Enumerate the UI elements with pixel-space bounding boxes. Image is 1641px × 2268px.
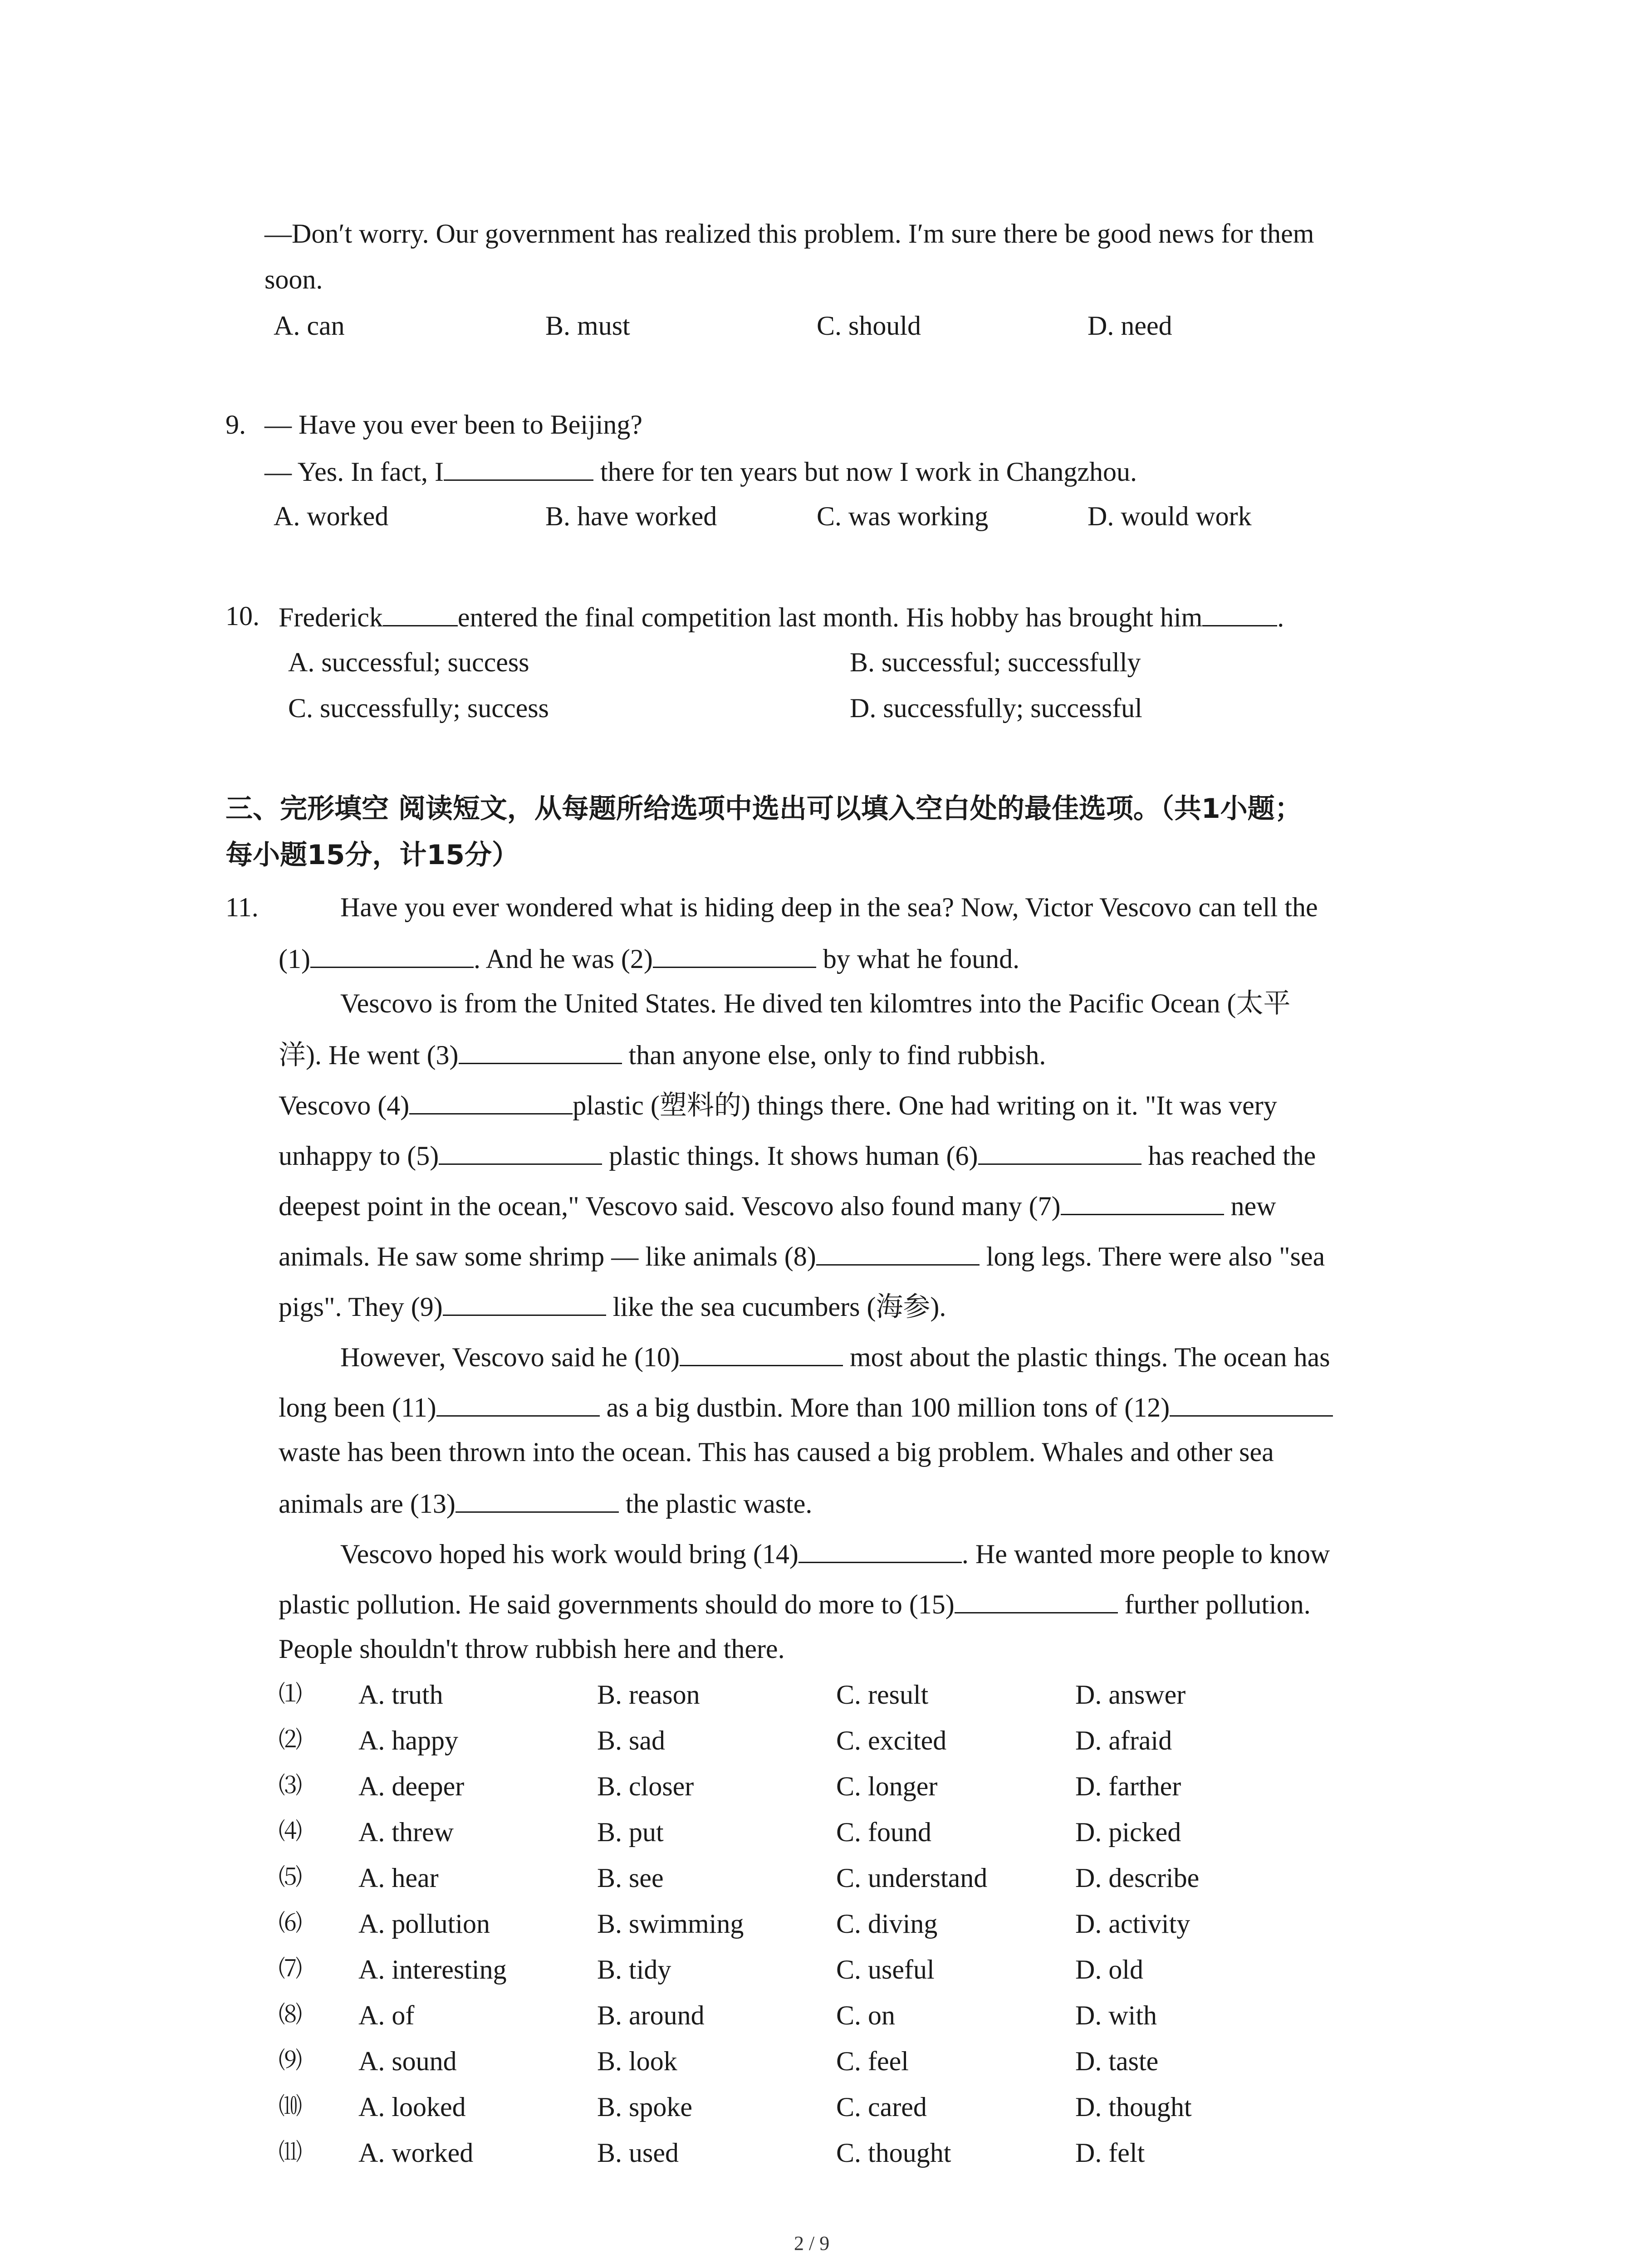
passage-text: long been (11) bbox=[279, 1393, 436, 1422]
choice-number: ⑷ bbox=[279, 1819, 303, 1845]
passage-line: Vescovo is from the United States. He dived ten kilomtres into the Pacific Ocean (太平 bbox=[340, 988, 1291, 1018]
choice-number: ⑺ bbox=[279, 1956, 303, 1982]
passage-line bbox=[279, 1242, 1325, 1270]
q10-number: 10. bbox=[225, 601, 260, 631]
q10-line1-a: Frederick bbox=[279, 602, 383, 632]
answer-blank bbox=[1170, 1393, 1333, 1417]
choice-option-d: D. answer bbox=[1075, 1680, 1186, 1710]
passage-text: pigs". They (9) bbox=[279, 1292, 443, 1322]
choice-option-d: D. describe bbox=[1075, 1863, 1200, 1893]
answer-blank bbox=[409, 1090, 573, 1114]
answer-blank bbox=[383, 602, 458, 626]
passage-text: plastic (塑料的) things there. One had writing on it. "It was very bbox=[573, 1090, 1277, 1120]
passage-line bbox=[279, 1489, 812, 1517]
choice-option-d: D. farther bbox=[1075, 1771, 1181, 1801]
passage-line bbox=[279, 1141, 1316, 1169]
choice-option-b: B. see bbox=[597, 1863, 664, 1893]
q9-line2 bbox=[265, 457, 1137, 485]
passage-text: the plastic waste. bbox=[618, 1489, 813, 1519]
choice-option-b: B. swimming bbox=[597, 1909, 744, 1939]
choice-option-a: A. worked bbox=[358, 2138, 474, 2168]
passage-text: than anyone else, only to find rubbish. bbox=[622, 1040, 1046, 1070]
q10-line1 bbox=[279, 602, 1284, 631]
q9-number: 9. bbox=[225, 410, 246, 440]
choice-option-d: D. taste bbox=[1075, 2046, 1159, 2076]
choice-option-a: A. sound bbox=[358, 2046, 457, 2076]
answer-blank bbox=[680, 1342, 843, 1366]
choice-option-d: D. activity bbox=[1075, 1909, 1190, 1939]
answer-blank bbox=[456, 1489, 619, 1513]
choice-option-a: A. pollution bbox=[358, 1909, 490, 1939]
choice-number: ⑽ bbox=[279, 2094, 303, 2120]
choice-option-a: A. of bbox=[358, 2000, 415, 2030]
q8-option-c: C. should bbox=[817, 311, 921, 341]
passage-text: long legs. There were also "sea bbox=[979, 1242, 1325, 1271]
choice-option-b: B. spoke bbox=[597, 2092, 692, 2122]
q8-line2: soon. bbox=[265, 264, 323, 294]
passage-text: has reached the bbox=[1141, 1141, 1316, 1171]
choice-number: ⑹ bbox=[279, 1911, 303, 1936]
answer-blank bbox=[653, 944, 816, 968]
q10-line1-c: . bbox=[1277, 602, 1284, 632]
answer-blank bbox=[444, 457, 593, 481]
section-heading-line2: 每小题15分，计15分） bbox=[225, 839, 519, 871]
choice-option-c: C. understand bbox=[836, 1863, 988, 1893]
page-number: 2 / 9 bbox=[794, 2232, 830, 2254]
passage-text: 洋). He went (3) bbox=[279, 1040, 459, 1070]
passage-text: However, Vescovo said he (10) bbox=[340, 1342, 680, 1372]
choice-option-b: B. sad bbox=[597, 1725, 665, 1755]
choice-option-c: C. found bbox=[836, 1817, 931, 1847]
choice-number: ⑴ bbox=[279, 1681, 303, 1707]
passage-line bbox=[279, 944, 1019, 973]
passage-line: People shouldn't throw rubbish here and there. bbox=[279, 1634, 785, 1664]
passage-line bbox=[279, 1393, 1333, 1421]
choice-option-b: B. look bbox=[597, 2046, 677, 2076]
q10-option-d: D. successfully; successful bbox=[850, 693, 1142, 723]
q9-line2-post: there for ten years but now I work in Changzhou. bbox=[593, 457, 1137, 487]
choice-option-a: A. hear bbox=[358, 1863, 439, 1893]
passage-line: Have you ever wondered what is hiding deep in the sea? Now, Victor Vescovo can tell the bbox=[340, 892, 1318, 922]
choice-option-c: C. result bbox=[836, 1680, 929, 1710]
answer-blank bbox=[439, 1141, 602, 1165]
answer-blank bbox=[436, 1393, 600, 1417]
passage-text: plastic pollution. He said governments should do more to (15) bbox=[279, 1589, 955, 1619]
passage-line: waste has been thrown into the ocean. This has caused a big problem. Whales and other sea bbox=[279, 1437, 1274, 1467]
choice-option-c: C. on bbox=[836, 2000, 896, 2030]
choice-option-a: A. interesting bbox=[358, 1955, 507, 1984]
passage-text: animals. He saw some shrimp — like animals (8) bbox=[279, 1242, 816, 1271]
choice-number: ⑸ bbox=[279, 1865, 303, 1891]
passage-text: most about the plastic things. The ocean has bbox=[843, 1342, 1330, 1372]
answer-blank bbox=[798, 1539, 962, 1563]
choice-option-c: C. cared bbox=[836, 2092, 927, 2122]
choice-option-d: D. picked bbox=[1075, 1817, 1181, 1847]
choice-option-d: D. thought bbox=[1075, 2092, 1192, 2122]
passage-text: (1) bbox=[279, 944, 310, 974]
q10-line1-b: entered the final competition last month. His hobby has brought him bbox=[457, 602, 1203, 632]
choice-option-c: C. excited bbox=[836, 1725, 947, 1755]
q11-number: 11. bbox=[225, 892, 259, 922]
q10-option-a: A. successful; success bbox=[288, 647, 529, 677]
choice-option-c: C. feel bbox=[836, 2046, 909, 2076]
choice-option-b: B. closer bbox=[597, 1771, 694, 1801]
passage-line bbox=[279, 1040, 1046, 1069]
choice-option-c: C. diving bbox=[836, 1909, 938, 1939]
passage-line bbox=[340, 1539, 1330, 1568]
choice-option-d: D. felt bbox=[1075, 2138, 1145, 2168]
passage-text: like the sea cucumbers (海参). bbox=[606, 1292, 946, 1322]
choice-option-c: C. longer bbox=[836, 1771, 938, 1801]
q9-option-a: A. worked bbox=[274, 501, 389, 531]
answer-blank bbox=[1202, 602, 1277, 626]
passage-text: . And he was (2) bbox=[473, 944, 653, 974]
choice-option-a: A. truth bbox=[358, 1680, 443, 1710]
q8-option-a: A. can bbox=[274, 311, 345, 341]
q8-option-d: D. need bbox=[1087, 311, 1172, 341]
choice-option-a: A. deeper bbox=[358, 1771, 465, 1801]
choice-option-b: B. used bbox=[597, 2138, 679, 2168]
answer-blank bbox=[1061, 1191, 1224, 1215]
choice-option-a: A. looked bbox=[358, 2092, 466, 2122]
passage-line bbox=[279, 1191, 1276, 1220]
choice-number: ⑶ bbox=[279, 1773, 303, 1799]
choice-option-a: A. threw bbox=[358, 1817, 454, 1847]
passage-text: plastic things. It shows human (6) bbox=[602, 1141, 978, 1171]
q9-option-d: D. would work bbox=[1087, 501, 1252, 531]
answer-blank bbox=[443, 1292, 606, 1316]
answer-blank bbox=[816, 1242, 980, 1266]
choice-number: ⑻ bbox=[279, 2002, 303, 2028]
passage-text: by what he found. bbox=[816, 944, 1020, 974]
choice-option-d: D. afraid bbox=[1075, 1725, 1172, 1755]
choice-option-d: D. old bbox=[1075, 1955, 1143, 1984]
choice-option-d: D. with bbox=[1075, 2000, 1157, 2030]
passage-line bbox=[340, 1342, 1330, 1371]
passage-text: as a big dustbin. More than 100 million tons of (12) bbox=[599, 1393, 1170, 1422]
passage-text: deepest point in the ocean," Vescovo said. Vescovo also found many (7) bbox=[279, 1191, 1061, 1221]
choice-option-b: B. reason bbox=[597, 1680, 700, 1710]
choice-option-c: C. thought bbox=[836, 2138, 951, 2168]
passage-text: unhappy to (5) bbox=[279, 1141, 439, 1171]
passage-text: Vescovo hoped his work would bring (14) bbox=[340, 1539, 798, 1569]
answer-blank bbox=[955, 1589, 1118, 1613]
passage-text: Vescovo (4) bbox=[279, 1090, 410, 1120]
q9-option-b: B. have worked bbox=[545, 501, 717, 531]
answer-blank bbox=[459, 1040, 622, 1064]
q10-option-b: B. successful; successfully bbox=[850, 647, 1141, 677]
q9-line2-pre: — Yes. In fact, I bbox=[265, 457, 444, 487]
passage-text: animals are (13) bbox=[279, 1489, 456, 1519]
choice-option-a: A. happy bbox=[358, 1725, 458, 1755]
passage-text: new bbox=[1224, 1191, 1276, 1221]
q9-option-c: C. was working bbox=[817, 501, 989, 531]
passage-text: . He wanted more people to know bbox=[961, 1539, 1330, 1569]
passage-text: further pollution. bbox=[1117, 1589, 1311, 1619]
choice-number: ⑵ bbox=[279, 1727, 303, 1753]
choice-number: ⑾ bbox=[279, 2140, 303, 2165]
passage-line bbox=[279, 1589, 1311, 1618]
choice-option-b: B. put bbox=[597, 1817, 664, 1847]
choice-option-c: C. useful bbox=[836, 1955, 935, 1984]
answer-blank bbox=[310, 944, 474, 968]
q9-line1: — Have you ever been to Beijing? bbox=[265, 410, 643, 440]
choice-option-b: B. tidy bbox=[597, 1955, 671, 1984]
choice-option-b: B. around bbox=[597, 2000, 705, 2030]
answer-blank bbox=[978, 1141, 1141, 1165]
q8-line1: —Don′t worry. Our government has realized this problem. I′m sure there be good news for them bbox=[265, 219, 1314, 249]
q8-option-b: B. must bbox=[545, 311, 630, 341]
passage-line bbox=[279, 1292, 946, 1320]
choice-number: ⑼ bbox=[279, 2048, 303, 2074]
passage-line bbox=[279, 1090, 1277, 1119]
q10-option-c: C. successfully; success bbox=[288, 693, 549, 723]
section-heading-line1: 三、完形填空 阅读短文，从每题所给选项中选出可以填入空白处的最佳选项。（共1小题； bbox=[225, 793, 1302, 825]
